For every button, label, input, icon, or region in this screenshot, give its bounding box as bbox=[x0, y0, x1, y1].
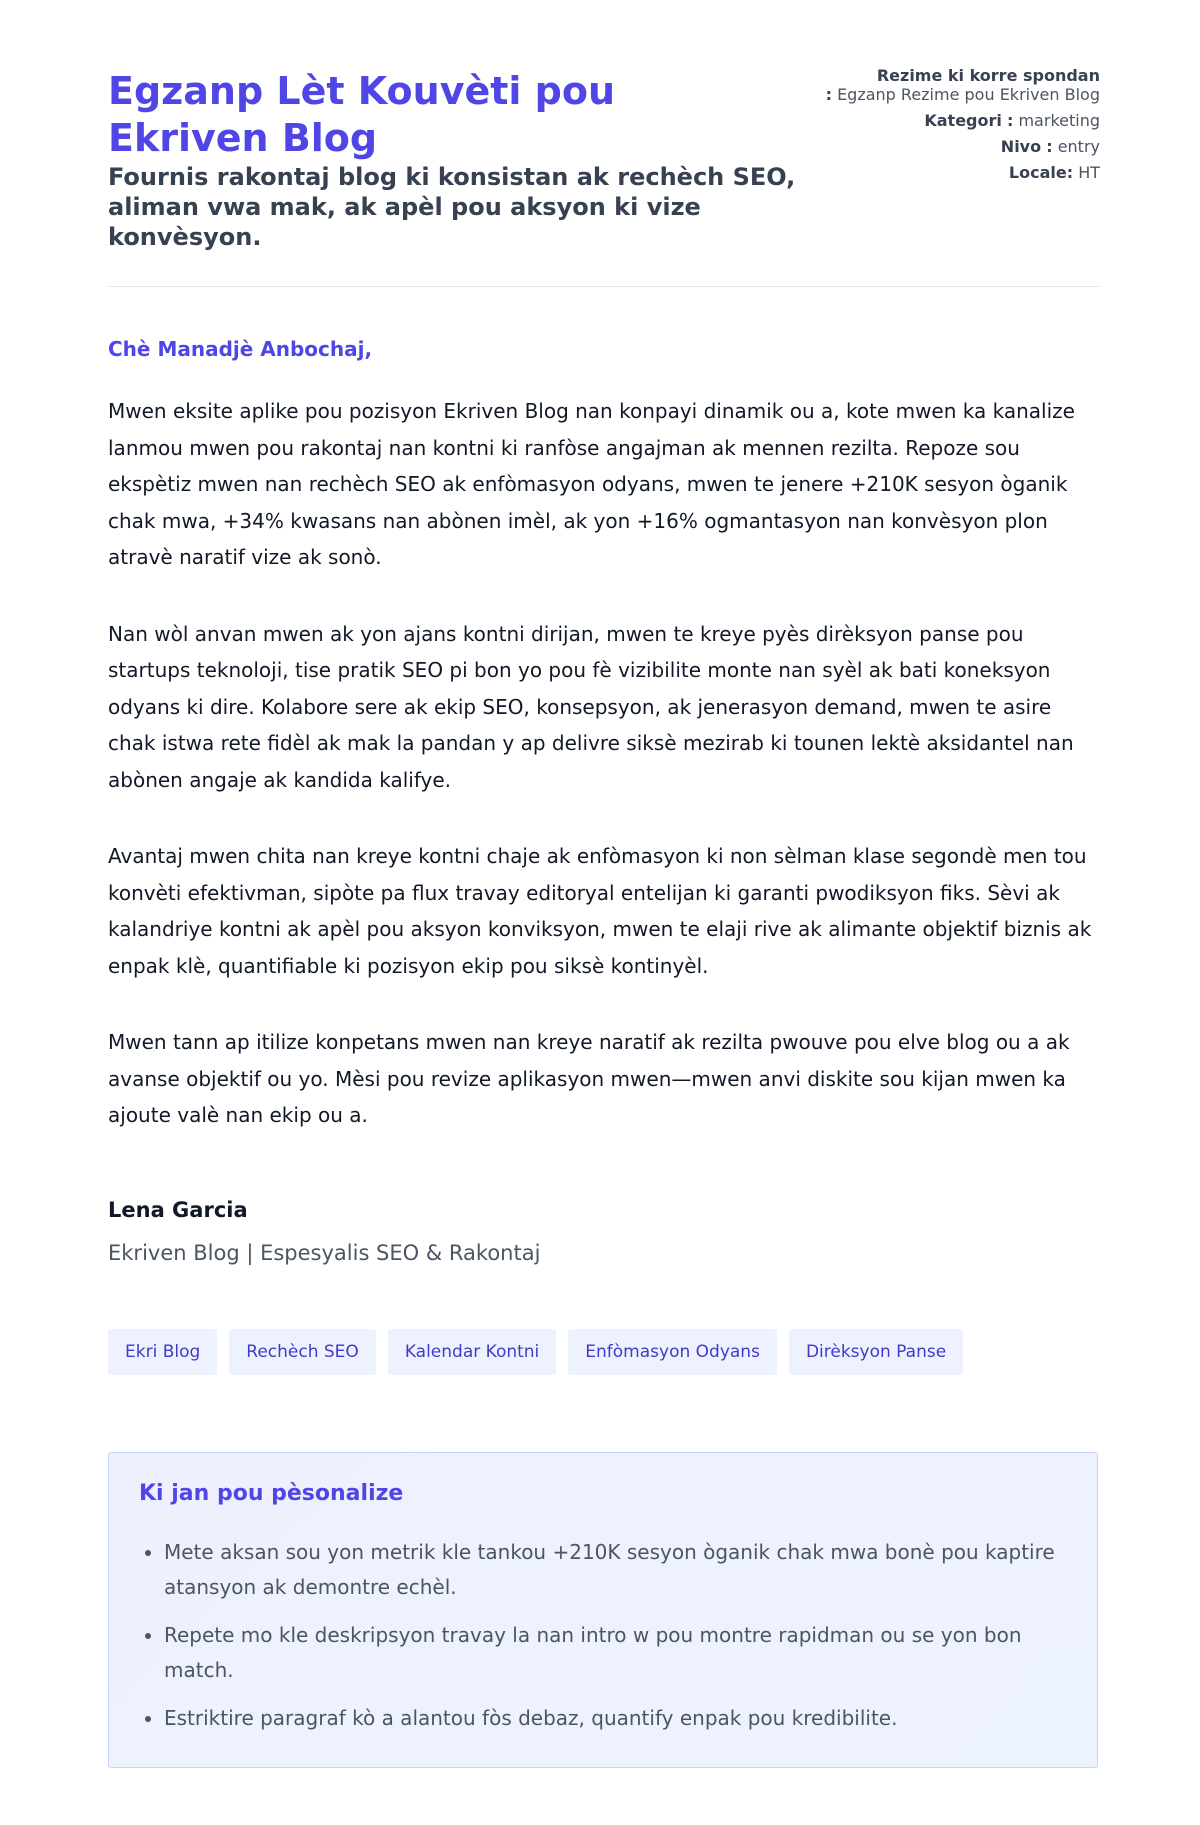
meta-level-label: Nivo bbox=[1000, 137, 1042, 156]
meta-summary-sep: : bbox=[825, 85, 832, 104]
signature-role: Ekriven Blog | Espesyalis SEO & Rakontaj bbox=[108, 1241, 541, 1265]
letter-paragraph: Mwen tann ap itilize konpetans mwen nan kreye naratif ak rezilta pwouve pou elve blog ou a ak avanse objektif ou yo. Mèsi pou revize aplikasyon mwen—mwen anvi diskite sou kijan mwen ka ajoute valè nan ekip ou a. bbox=[108, 1030, 1070, 1127]
page-subtitle: Fournis rakontaj blog ki konsistan ak rechèch SEO, aliman vwa mak, ak apèl pou aksyon ki vize konvèsyon. bbox=[108, 163, 796, 251]
meta-category bbox=[800, 111, 1100, 130]
letter-body bbox=[108, 393, 1100, 1174]
skill-tag: Kalendar Kontni bbox=[388, 1329, 556, 1375]
signature-name: Lena Garcia bbox=[108, 1198, 248, 1222]
meta-level-sep: : bbox=[1046, 137, 1053, 156]
letter-greeting: Chè Manadjè Anbochaj, bbox=[108, 337, 373, 361]
tip-item: • Mete aksan sou yon metrik kle tankou +210K sesyon òganik chak mwa bonè pou kaptire atansyon ak demontre echèl. bbox=[164, 1535, 1084, 1605]
meta-level-value: entry bbox=[1057, 137, 1100, 156]
meta-summary-value: Egzanp Rezime pou Ekriven Blog bbox=[837, 85, 1100, 104]
skill-tag: Ekri Blog bbox=[108, 1329, 217, 1375]
meta-summary bbox=[800, 66, 1100, 104]
meta-category-label: Kategori bbox=[924, 111, 1002, 130]
meta-locale bbox=[800, 163, 1100, 182]
page-title: Egzanp Lèt Kouvèti pou Ekriven Blog bbox=[108, 69, 616, 160]
tip-item: • Repete mo kle deskripsyon travay la nan intro w pou montre rapidman ou se yon bon match. bbox=[164, 1618, 1084, 1688]
meta-locale-value: HT bbox=[1078, 163, 1100, 182]
customization-tips-box bbox=[108, 1452, 1098, 1768]
header bbox=[108, 58, 1100, 287]
meta-locale-label: Locale: bbox=[1008, 163, 1074, 182]
letter-paragraph: Nan wòl anvan mwen ak yon ajans kontni dirijan, mwen te kreye pyès dirèksyon panse pou startups teknoloji, tise pratik SEO pi bon yo pou fè vizibilite monte nan syèl ak bati koneksyon odyans ki dire. Kolabore sere ak ekip SEO, konsepsyon, ak jenerasyon demand, mwen te asire chak istwa rete fidèl ak mak la pandan y ap delivre siksè mezirab ki tounen lektè aksidantel nan abònen angaje ak kandida kalifye. bbox=[108, 621, 1074, 792]
tips-title: Ki jan pou pèsonalize bbox=[139, 1481, 404, 1506]
meta-panel bbox=[800, 66, 1100, 189]
skill-tags bbox=[108, 1329, 963, 1375]
tips-list bbox=[139, 1535, 1084, 1749]
meta-summary-label: Rezime ki korre spondan bbox=[876, 66, 1100, 85]
meta-level bbox=[800, 137, 1100, 156]
letter-paragraph: Avantaj mwen chita nan kreye kontni chaje ak enfòmasyon ki non sèlman klase segondè men tou konvèti efektivman, sipòte pa flux travay editoryal entelijan ki garanti pwodiksyon fiks. Sèvi ak kalandriye kontni ak apèl pou aksyon konviksyon, mwen te elaji rive ak alimante objektif biznis ak enpak klè, quantifiable ki pozisyon ekip pou siksè kontinyèl. bbox=[108, 844, 1092, 978]
tip-item: • Estriktire paragraf kò a alantou fòs debaz, quantify enpak pou kredibilite. bbox=[164, 1701, 1084, 1736]
skill-tag: Rechèch SEO bbox=[229, 1329, 376, 1375]
skill-tag: Enfòmasyon Odyans bbox=[568, 1329, 777, 1375]
skill-tag: Dirèksyon Panse bbox=[789, 1329, 963, 1375]
meta-category-sep: : bbox=[1006, 111, 1014, 130]
letter-paragraph: Mwen eksite aplike pou pozisyon Ekriven Blog nan konpayi dinamik ou a, kote mwen ka kanalize lanmou mwen pou rakontaj nan kontni ki ranfòse angajman ak mennen rezilta. Repoze sou ekspètiz mwen nan rechèch SEO ak enfòmasyon odyans, mwen te jenere +210K sesyon òganik chak mwa, +34% kwasans nan abònen imèl, ak yon +16% ogmantasyon nan konvèsyon plon atravè naratif vize ak sonò. bbox=[108, 399, 1075, 569]
meta-category-value: marketing bbox=[1018, 111, 1100, 130]
